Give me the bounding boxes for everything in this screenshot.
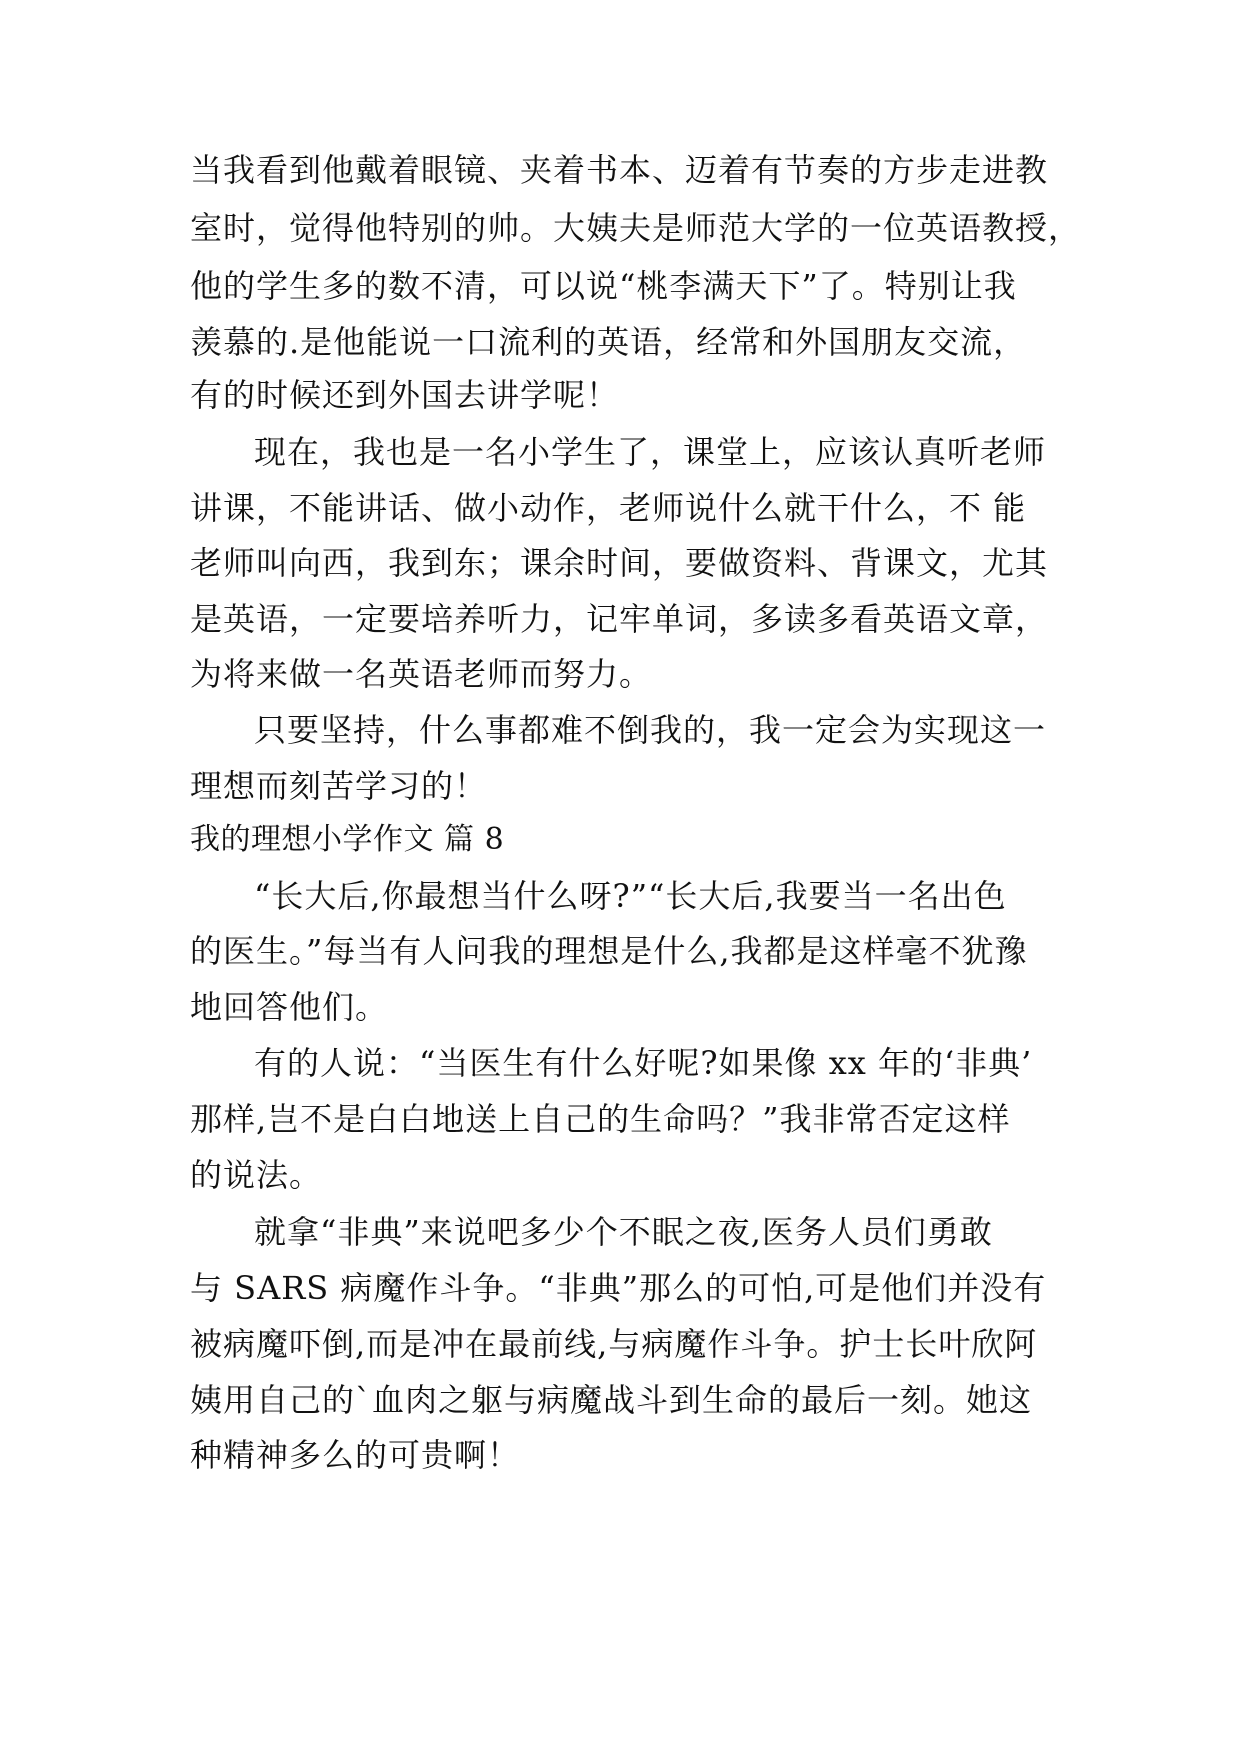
text-line: 的医生。”每当有人问我的理想是什么,我都是这样毫不犹豫 [190,932,1028,970]
text-line: 他的学生多的数不清，可以说“桃李满天下”了。特别让我 [190,267,1017,305]
text-line: 被病魔吓倒,而是冲在最前线,与病魔作斗争。护士长叶欣阿 [190,1325,1038,1363]
section-heading: 我的理想小学作文 篇 8 [190,822,505,857]
text-line: 当我看到他戴着眼镜、夹着书本、迈着有节奏的方步走进教 [190,151,1049,189]
text-line: 与 SARS 病魔作斗争。“非典”那么的可怕,可是他们并没有 [190,1269,1047,1307]
text-line: 有的人说：“当医生有什么好呢?如果像 xx 年的‘非典’ [254,1044,1033,1082]
text-line: 有的时候还到外国去讲学呢！ [190,376,620,414]
text-line: 姨用自己的`血肉之躯与病魔战斗到生命的最后一刻。她这 [190,1381,1033,1419]
text-line: 那样,岂不是白白地送上自己的生命吗？”我非常否定这样 [190,1100,1011,1138]
text-line: 理想而刻苦学习的！ [190,767,488,805]
text-line: 是英语，一定要培养听力，记牢单词，多读多看英语文章， [190,600,1049,638]
text-line: 种精神多么的可贵啊！ [190,1436,521,1474]
text-line: 为将来做一名英语老师而努力。 [190,655,653,693]
text-line: “长大后,你最想当什么呀?”“长大后,我要当一名出色 [254,877,1007,915]
text-line: 地回答他们。 [190,988,389,1026]
text-line: 的说法。 [190,1156,323,1194]
text-line: 室时，觉得他特别的帅。大姨夫是师范大学的一位英语教授， [190,209,1082,247]
text-line: 老师叫向西，我到东；课余时间，要做资料、背课文，尤其 [190,544,1049,582]
text-line: 只要坚持，什么事都难不倒我的，我一定会为实现这一 [254,711,1047,749]
text-line: 就拿“非典”来说吧多少个不眠之夜,医务人员们勇敢 [254,1213,993,1251]
text-line: 讲课，不能讲话、做小动作，老师说什么就干什么，不 能 [190,489,1027,527]
text-line: 现在，我也是一名小学生了，课堂上，应该认真听老师 [254,433,1047,471]
text-line: 羡慕的.是他能说一口流利的英语，经常和外国朋友交流， [190,323,1027,361]
